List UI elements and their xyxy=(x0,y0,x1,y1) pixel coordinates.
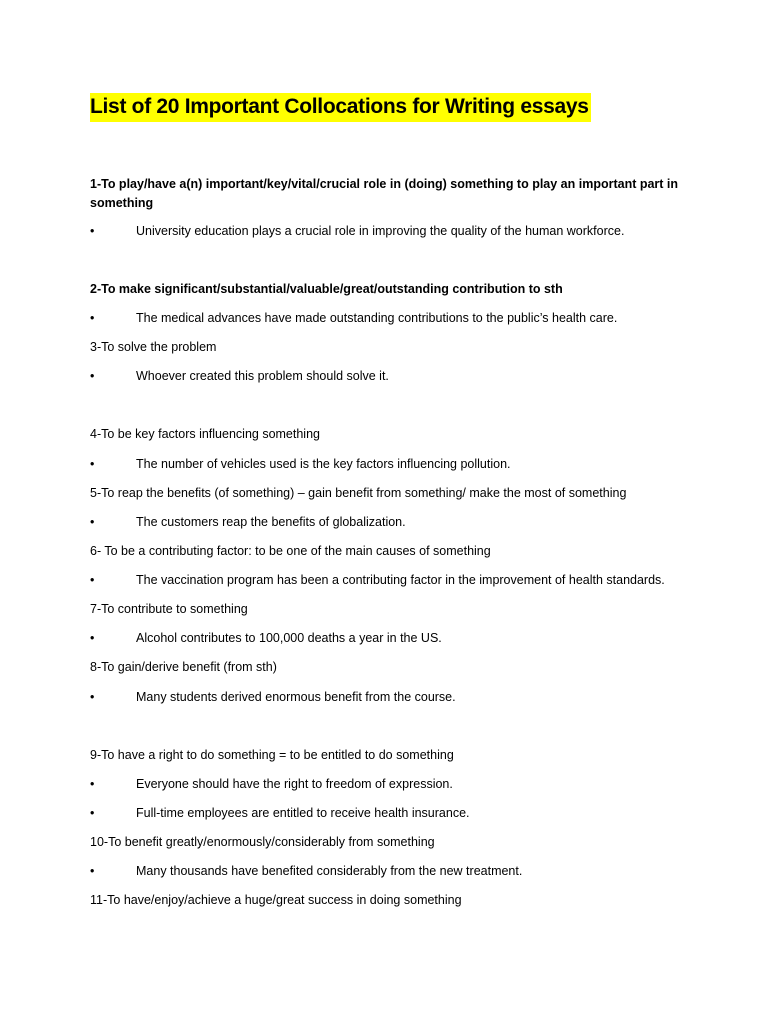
example-sentence-9-2: Full-time employees are entitled to receive health insurance. xyxy=(136,806,470,820)
collocation-heading-3: 3-To solve the problem xyxy=(90,340,217,354)
bullet-icon: • xyxy=(90,631,95,645)
example-sentence-7-1: Alcohol contributes to 100,000 deaths a year in the US. xyxy=(136,631,442,645)
example-sentence-9-1: Everyone should have the right to freedom of expression. xyxy=(136,777,453,791)
bullet-icon: • xyxy=(90,690,95,704)
collocation-heading-10: 10-To benefit greatly/enormously/considerably from something xyxy=(90,835,435,849)
collocation-heading-11: 11-To have/enjoy/achieve a huge/great success in doing something xyxy=(90,893,462,907)
bullet-icon: • xyxy=(90,573,95,587)
example-sentence-4-1: The number of vehicles used is the key factors influencing pollution. xyxy=(136,457,511,471)
example-sentence-2-1: The medical advances have made outstanding contributions to the public’s health care. xyxy=(136,311,618,325)
bullet-icon: • xyxy=(90,311,95,325)
document-title: List of 20 Important Collocations for Writing essays xyxy=(90,93,591,122)
bullet-icon: • xyxy=(90,224,95,238)
example-sentence-10-1: Many thousands have benefited considerably from the new treatment. xyxy=(136,864,523,878)
example-sentence-1-1: University education plays a crucial role in improving the quality of the human workforce. xyxy=(136,224,625,238)
bullet-icon: • xyxy=(90,864,95,878)
collocation-heading-9: 9-To have a right to do something = to be entitled to do something xyxy=(90,748,454,762)
collocation-heading-7: 7-To contribute to something xyxy=(90,602,248,616)
bullet-icon: • xyxy=(90,369,95,383)
example-sentence-3-1: Whoever created this problem should solve it. xyxy=(136,369,389,383)
bullet-icon: • xyxy=(90,457,95,471)
collocation-heading-5: 5-To reap the benefits (of something) – gain benefit from something/ make the most of something xyxy=(90,486,627,500)
bullet-icon: • xyxy=(90,515,95,529)
collocation-heading-2: 2-To make significant/substantial/valuable/great/outstanding contribution to sth xyxy=(90,282,563,296)
example-sentence-8-1: Many students derived enormous benefit from the course. xyxy=(136,690,456,704)
collocation-heading-8: 8-To gain/derive benefit (from sth) xyxy=(90,660,277,674)
bullet-icon: • xyxy=(90,777,95,791)
collocation-heading-1: 1-To play/have a(n) important/key/vital/crucial role in (doing) something to play an important part in something xyxy=(90,177,679,210)
collocation-heading-6: 6- To be a contributing factor: to be one of the main causes of something xyxy=(90,544,491,558)
example-sentence-6-1: The vaccination program has been a contributing factor in the improvement of health standards. xyxy=(136,573,665,587)
example-sentence-5-1: The customers reap the benefits of globalization. xyxy=(136,515,406,529)
bullet-icon: • xyxy=(90,806,95,820)
collocation-heading-4: 4-To be key factors influencing something xyxy=(90,427,320,441)
